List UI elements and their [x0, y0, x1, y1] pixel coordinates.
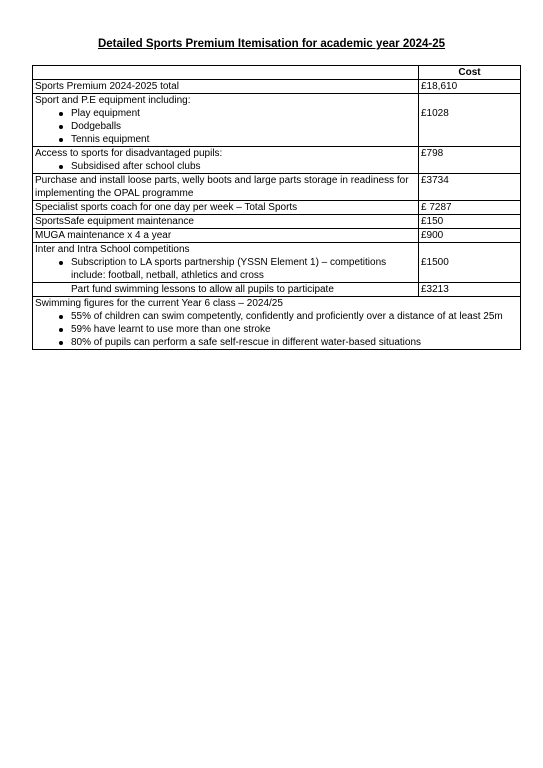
table-row — [33, 94, 521, 147]
equipment-cost-cell — [419, 94, 521, 147]
page-title: Detailed Sports Premium Itemisation for academic year 2024-25 — [97, 38, 446, 50]
sportssafe-label: SportsSafe equipment maintenance — [33, 215, 419, 229]
cost-header: Cost — [419, 66, 521, 80]
swimming-label: Swimming figures for the current Year 6 class – 2024/25 — [35, 298, 283, 309]
competitions-cost-cell — [419, 243, 521, 283]
swim-lessons-label: Part fund swimming lessons to allow all pupils to participate — [71, 284, 334, 295]
table-row — [33, 297, 521, 350]
table-row — [33, 243, 521, 283]
table-row — [33, 80, 521, 94]
muga-label: MUGA maintenance x 4 a year — [33, 229, 419, 243]
total-cost: £18,610 — [419, 80, 521, 94]
sports-premium-table — [32, 65, 521, 350]
equipment-cost: £1028 — [421, 108, 449, 119]
swimming-list — [35, 310, 518, 349]
access-list — [35, 160, 416, 173]
list-item: Dodgeballs — [71, 120, 416, 133]
access-cost: £798 — [419, 147, 521, 174]
competitions-cost: £1500 — [421, 257, 449, 268]
list-item: Tennis equipment — [71, 133, 416, 146]
table-row — [33, 147, 521, 174]
muga-cost: £900 — [419, 229, 521, 243]
competitions-label: Inter and Intra School competitions — [35, 244, 190, 255]
competitions-cell — [33, 243, 419, 283]
access-cell — [33, 147, 419, 174]
table-row — [33, 201, 521, 215]
table-row — [33, 283, 521, 297]
table-row — [33, 215, 521, 229]
swim-lessons-cost: £3213 — [419, 283, 521, 297]
list-item: 59% have learnt to use more than one stroke — [71, 323, 518, 336]
swimming-cell — [33, 297, 521, 350]
swim-lessons-cell — [33, 283, 419, 297]
list-item: 55% of children can swim competently, confidently and proficiently over a distance of at least 25m — [71, 310, 518, 323]
equipment-cell — [33, 94, 419, 147]
sportssafe-cost: £150 — [419, 215, 521, 229]
list-item: Subscription to LA sports partnership (YSSN Element 1) – competitions include: football, netball, athletics and cross — [71, 256, 416, 282]
equipment-label: Sport and P.E equipment including: — [35, 95, 191, 106]
loose-parts-cost: £3734 — [419, 174, 521, 201]
list-item: Play equipment — [71, 107, 416, 120]
table-row — [33, 229, 521, 243]
loose-parts-label: Purchase and install loose parts, welly boots and large parts storage in readiness for implementing the OPAL programme — [33, 174, 419, 201]
access-label: Access to sports for disadvantaged pupils: — [35, 148, 223, 159]
coach-cost: £ 7287 — [419, 201, 521, 215]
table-header-row — [33, 66, 521, 80]
coach-label: Specialist sports coach for one day per week – Total Sports — [33, 201, 419, 215]
list-item: 80% of pupils can perform a safe self-rescue in different water-based situations — [71, 336, 518, 349]
header-empty-cell — [33, 66, 419, 80]
total-label: Sports Premium 2024-2025 total — [33, 80, 419, 94]
competitions-list — [35, 256, 416, 282]
equipment-list — [35, 107, 416, 146]
table-row — [33, 174, 521, 201]
list-item: Subsidised after school clubs — [71, 160, 416, 173]
